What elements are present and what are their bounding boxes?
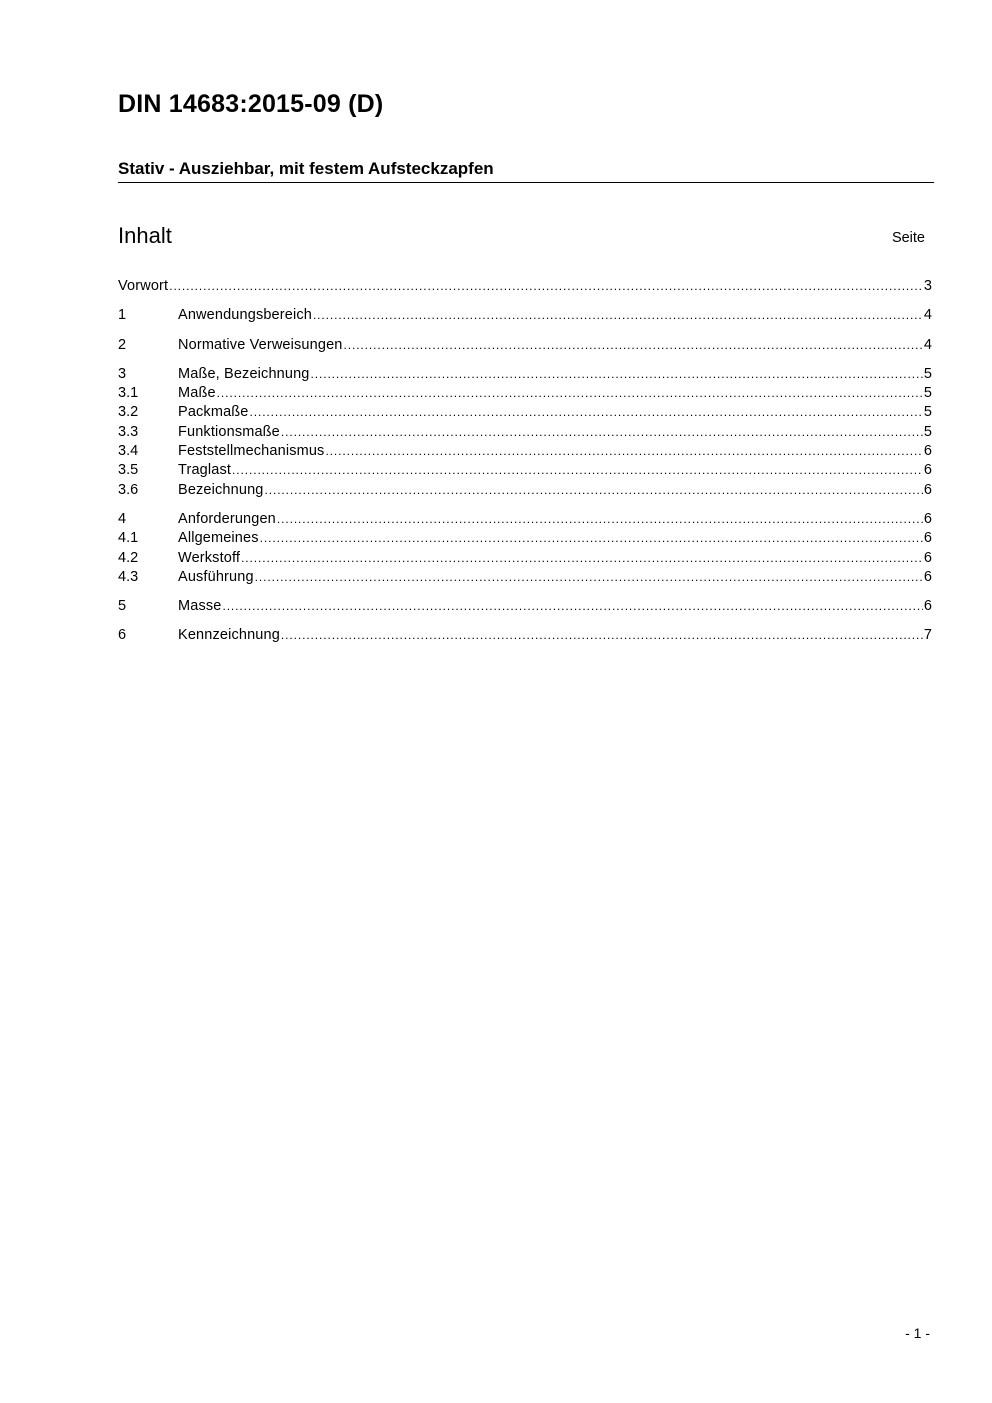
- toc-entry-label: Bezeichnung: [178, 481, 264, 498]
- toc-leader: [277, 510, 923, 529]
- toc-entry-page: 5: [923, 404, 932, 421]
- toc-leader: [241, 549, 923, 568]
- toc-entry-5[interactable]: [118, 597, 932, 616]
- toc-entry-number: 3.6: [118, 481, 139, 498]
- toc-leader: [265, 481, 923, 500]
- toc-leader: [169, 277, 923, 296]
- toc-entry-number: 6: [118, 627, 127, 644]
- toc-entry-label: Feststellmechanismus: [178, 443, 325, 460]
- toc-entry-page: 4: [923, 307, 932, 324]
- toc-entry-4[interactable]: [118, 510, 932, 529]
- toc-entry-3-5[interactable]: [118, 461, 932, 480]
- toc-entry-label: Werkstoff: [178, 549, 241, 566]
- toc-entry-3-1[interactable]: [118, 384, 932, 403]
- toc-entry-label: Masse: [178, 598, 222, 615]
- toc-entry-number: 4.3: [118, 568, 139, 585]
- toc-entry-number: 2: [118, 336, 127, 353]
- toc-leader: [311, 365, 923, 384]
- toc-leader: [232, 461, 923, 480]
- toc-entry-number: 5: [118, 598, 127, 615]
- document-subtitle: Stativ - Ausziehbar, mit festem Aufsteckzapfen: [118, 159, 494, 178]
- toc-entry-3-2[interactable]: [118, 403, 932, 422]
- toc-entry-label: Funktionsmaße: [178, 423, 280, 440]
- toc-leader: [222, 597, 922, 616]
- page-number: - 1 -: [905, 1325, 930, 1341]
- toc-entry-number: 1: [118, 307, 127, 324]
- toc-entry-page: 7: [923, 627, 932, 644]
- toc-entry-label: Anwendungsbereich: [178, 307, 312, 324]
- toc-entry-page: 4: [923, 336, 932, 353]
- toc-entry-number: 3: [118, 365, 127, 382]
- toc-entry-4-3[interactable]: [118, 568, 932, 587]
- toc-entry-label: Ausführung: [178, 568, 254, 585]
- toc-entry-2[interactable]: [118, 336, 932, 355]
- toc-entry-4-2[interactable]: [118, 549, 932, 568]
- toc-entry-3-4[interactable]: [118, 442, 932, 461]
- toc-entry-page: 5: [923, 423, 932, 440]
- toc-entry-number: 4.1: [118, 530, 139, 547]
- toc-entry-number: 4.2: [118, 549, 139, 566]
- toc-entry-page: 5: [923, 385, 932, 402]
- toc-leader: [217, 384, 923, 403]
- toc-entry-vorwort[interactable]: [118, 277, 932, 296]
- toc-entry-label: Packmaße: [178, 404, 249, 421]
- toc-entry-1[interactable]: [118, 306, 932, 325]
- toc-entry-page: 6: [923, 481, 932, 498]
- toc-entry-label: Maße, Bezeichnung: [178, 365, 310, 382]
- toc-entry-3-3[interactable]: [118, 423, 932, 442]
- subtitle-rule: [118, 182, 934, 183]
- toc-leader: [255, 568, 923, 587]
- toc-entry-page: 6: [923, 568, 932, 585]
- toc-entry-page: 3: [923, 278, 932, 294]
- toc-entry-page: 6: [923, 510, 932, 527]
- toc-entry-label: Maße: [178, 385, 216, 402]
- toc-entry-page: 6: [923, 598, 932, 615]
- toc-entry-4-1[interactable]: [118, 529, 932, 548]
- toc-page-heading: Seite: [891, 230, 925, 246]
- toc-entry-page: 6: [923, 443, 932, 460]
- toc-heading: Inhalt: [118, 223, 172, 248]
- toc-entry-page: 6: [923, 549, 932, 566]
- toc-entry-page: 6: [923, 530, 932, 547]
- table-of-contents: [118, 277, 932, 646]
- toc-entry-label: Traglast: [178, 462, 232, 479]
- toc-entry-number: 4: [118, 510, 127, 527]
- toc-entry-label: Kennzeichnung: [178, 627, 280, 644]
- toc-leader: [325, 442, 922, 461]
- toc-leader: [313, 306, 923, 325]
- toc-entry-6[interactable]: [118, 626, 932, 645]
- toc-leader: [344, 336, 923, 355]
- toc-leader: [250, 403, 923, 422]
- toc-leader: [281, 423, 923, 442]
- toc-leader: [281, 626, 923, 645]
- toc-entry-number: 3.4: [118, 443, 139, 460]
- document-title: DIN 14683:2015-09 (D): [118, 90, 384, 118]
- toc-entry-label: Vorwort: [118, 278, 169, 294]
- toc-entry-number: 3.3: [118, 423, 139, 440]
- toc-leader: [260, 529, 923, 548]
- toc-entry-number: 3.1: [118, 385, 139, 402]
- toc-entry-number: 3.2: [118, 404, 139, 421]
- toc-entry-label: Normative Verweisungen: [178, 336, 343, 353]
- toc-entry-label: Allgemeines: [178, 530, 259, 547]
- toc-entry-label: Anforderungen: [178, 510, 276, 527]
- toc-entry-page: 5: [923, 365, 932, 382]
- toc-entry-number: 3.5: [118, 462, 139, 479]
- toc-entry-3-6[interactable]: [118, 481, 932, 500]
- toc-entry-3[interactable]: [118, 365, 932, 384]
- toc-entry-page: 6: [923, 462, 932, 479]
